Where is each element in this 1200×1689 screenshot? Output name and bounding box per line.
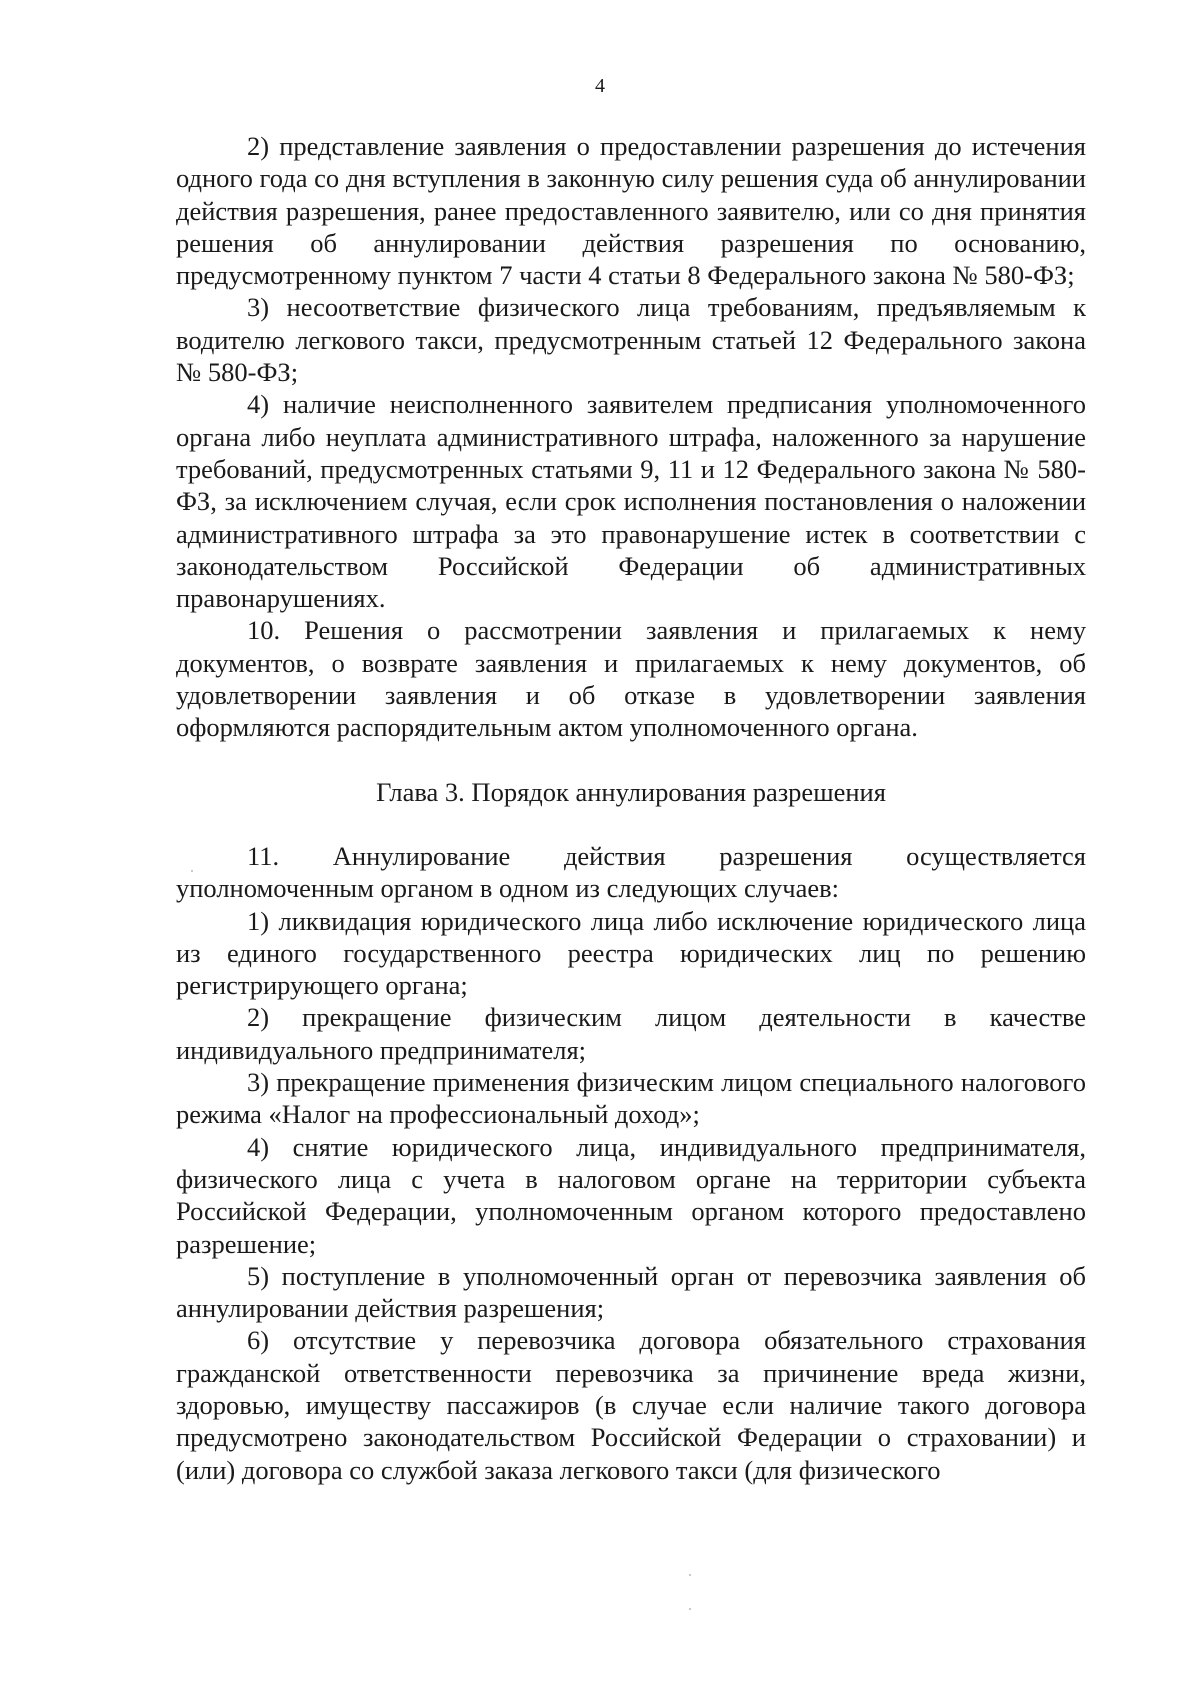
spacer: [176, 808, 1086, 840]
paragraph-item-3: 3) несоответствие физического лица требованиям, предъявляемым к водителю легкового такси, предусмотренным статьей 12 Федерального закона № 580-ФЗ;: [176, 292, 1086, 388]
paragraph-item-4: 4) наличие неисполненного заявителем предписания уполномоченного органа либо неуплата административного штрафа, наложенного за нарушение требований, предусмотренных статьями 9, 11 и 12 Федерального закона № 580-ФЗ, за исключением случая, если срок исполнения постановления о наложении административного штрафа за это правонарушение истек в соответствии с законодательством Российской Федерации об административных правонарушениях.: [176, 389, 1086, 614]
paragraph-item-2: 2) представление заявления о предоставлении разрешения до истечения одного года со дня вступления в законную силу решения суда об аннулировании действия разрешения, ранее предоставленного заявителю, или со дня принятия решения об аннулировании действия разрешения по основанию, предусмотренному пунктом 7 части 4 статьи 8 Федерального закона № 580-ФЗ;: [176, 131, 1086, 291]
spacer: [176, 744, 1086, 776]
paragraph-case-2: 2) прекращение физическим лицом деятельности в качестве индивидуального предпринимателя;: [176, 1002, 1086, 1065]
scan-speck: [689, 1608, 691, 1610]
document-body: [176, 130, 1086, 1486]
paragraph-case-1: 1) ликвидация юридического лица либо исключение юридического лица из единого государственного реестра юридических лиц по решению регистрирующего органа;: [176, 905, 1086, 1001]
scan-speck: [689, 1574, 691, 1576]
paragraph-clause-11: 11. Аннулирование действия разрешения осуществляется уполномоченным органом в одном из следующих случаев:: [176, 840, 1086, 904]
paragraph-case-4: 4) снятие юридического лица, индивидуального предпринимателя, физического лица с учета в налоговом органе на территории субъекта Российской Федерации, уполномоченным органом которого предоставлено разрешение;: [176, 1131, 1086, 1259]
scan-speck: [191, 870, 193, 872]
page-number: 4: [595, 75, 605, 97]
paragraph-case-5: 5) поступление в уполномоченный орган от перевозчика заявления об аннулировании действия разрешения;: [176, 1260, 1086, 1324]
paragraph-clause-10: 10. Решения о рассмотрении заявления и прилагаемых к нему документов, о возврате заявления и прилагаемых к нему документов, об удовлетворении заявления и об отказе в удовлетворении заявления оформляются распорядительным актом уполномоченного органа.: [176, 615, 1086, 743]
paragraph-case-6: 6) отсутствие у перевозчика договора обязательного страхования гражданской ответственности перевозчика за причинение вреда жизни, здоровью, имуществу пассажиров (в случае если наличие такого договора предусмотрено законодательством Российской Федерации о страховании) и (или) договора со службой заказа легкового такси (для физического: [176, 1325, 1086, 1485]
chapter-heading: Глава 3. Порядок аннулирования разрешения: [376, 776, 886, 807]
paragraph-case-3: 3) прекращение применения физическим лицом специального налогового режима «Налог на профессиональный доход»;: [176, 1067, 1086, 1130]
